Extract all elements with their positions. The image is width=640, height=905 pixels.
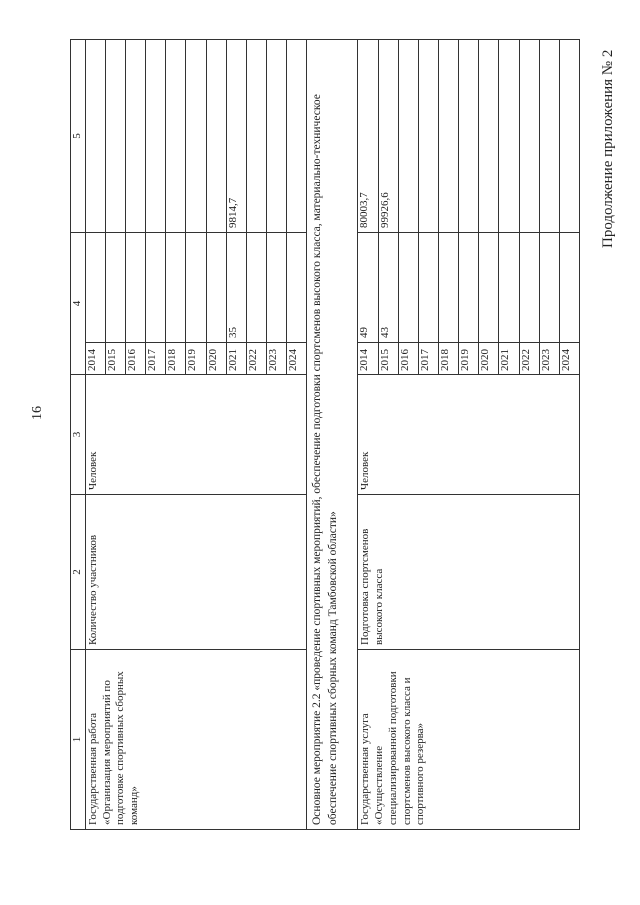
year-cell: 2015 bbox=[105, 343, 125, 375]
value-cell bbox=[459, 233, 479, 343]
year-cell: 2022 bbox=[519, 343, 539, 375]
finance-cell bbox=[246, 40, 266, 233]
year-cell: 2017 bbox=[146, 343, 166, 375]
year-cell: 2018 bbox=[438, 343, 458, 375]
finance-cell bbox=[438, 40, 458, 233]
header-col-4: 4 bbox=[71, 233, 86, 375]
finance-cell bbox=[186, 40, 206, 233]
header-col-3: 3 bbox=[71, 375, 86, 495]
year-cell: 2020 bbox=[479, 343, 499, 375]
section-row bbox=[307, 40, 358, 830]
year-cell: 2016 bbox=[126, 343, 146, 375]
value-cell bbox=[267, 233, 287, 343]
value-cell bbox=[287, 233, 307, 343]
value-cell bbox=[186, 233, 206, 343]
finance-cell bbox=[206, 40, 226, 233]
appendix-title: Продолжение приложения № 2 bbox=[600, 49, 616, 248]
year-cell: 2015 bbox=[378, 343, 398, 375]
section-body bbox=[307, 40, 358, 830]
year-cell: 2018 bbox=[166, 343, 186, 375]
data-table bbox=[70, 39, 580, 830]
year-cell: 2016 bbox=[398, 343, 418, 375]
year-cell: 2020 bbox=[206, 343, 226, 375]
finance-cell bbox=[559, 40, 579, 233]
value-cell bbox=[246, 233, 266, 343]
group2-indicator: Подготовка спортсменов высокого класса bbox=[358, 495, 580, 650]
value-cell bbox=[559, 233, 579, 343]
year-cell: 2019 bbox=[186, 343, 206, 375]
group1-body bbox=[85, 40, 307, 830]
finance-cell bbox=[418, 40, 438, 233]
rotated-table bbox=[70, 40, 580, 830]
group2-unit: Человек bbox=[358, 375, 580, 495]
year-cell: 2021 bbox=[226, 343, 246, 375]
finance-cell bbox=[287, 40, 307, 233]
finance-cell: 9814,7 bbox=[226, 40, 246, 233]
finance-cell bbox=[479, 40, 499, 233]
value-cell bbox=[479, 233, 499, 343]
group1-name: Государственная работа «Организация мероприятий по подготовке спортивных сборных команд» bbox=[85, 650, 307, 830]
year-cell: 2014 bbox=[85, 343, 105, 375]
value-cell: 49 bbox=[358, 233, 378, 343]
year-cell: 2021 bbox=[499, 343, 519, 375]
finance-cell bbox=[519, 40, 539, 233]
value-cell bbox=[206, 233, 226, 343]
year-cell: 2024 bbox=[287, 343, 307, 375]
year-cell: 2017 bbox=[418, 343, 438, 375]
value-cell bbox=[146, 233, 166, 343]
finance-cell: 99926,6 bbox=[378, 40, 398, 233]
group2-body bbox=[358, 40, 580, 830]
group1-indicator: Количество участников bbox=[85, 495, 307, 650]
section-title: Основное мероприятие 2.2 «проведение спортивных мероприятий, обеспечение подготовки спортсменов высокого класса, материально-техническое обеспечение спортивных сборных команд Тамбовской области» bbox=[307, 40, 358, 830]
group2-name: Государственная услуга «Осуществление специализированной подготовки спортсменов высокого класса и спортивного резерва» bbox=[358, 650, 580, 830]
table-row bbox=[85, 40, 105, 830]
table-row bbox=[358, 40, 378, 830]
value-cell bbox=[438, 233, 458, 343]
value-cell bbox=[85, 233, 105, 343]
finance-cell bbox=[459, 40, 479, 233]
value-cell bbox=[105, 233, 125, 343]
finance-cell bbox=[146, 40, 166, 233]
table-container bbox=[70, 40, 580, 830]
group1-unit: Человек bbox=[85, 375, 307, 495]
header-col-2: 2 bbox=[71, 495, 86, 650]
finance-cell bbox=[126, 40, 146, 233]
year-cell: 2023 bbox=[267, 343, 287, 375]
year-cell: 2024 bbox=[559, 343, 579, 375]
finance-cell bbox=[499, 40, 519, 233]
value-cell: 35 bbox=[226, 233, 246, 343]
finance-cell bbox=[166, 40, 186, 233]
header-col-1: 1 bbox=[71, 650, 86, 830]
value-cell bbox=[539, 233, 559, 343]
year-cell: 2019 bbox=[459, 343, 479, 375]
finance-cell bbox=[267, 40, 287, 233]
finance-cell: 80003,7 bbox=[358, 40, 378, 233]
value-cell: 43 bbox=[378, 233, 398, 343]
finance-cell bbox=[539, 40, 559, 233]
page-number: 16 bbox=[30, 406, 45, 420]
header-row bbox=[71, 40, 86, 830]
value-cell bbox=[126, 233, 146, 343]
value-cell bbox=[499, 233, 519, 343]
year-cell: 2022 bbox=[246, 343, 266, 375]
finance-cell bbox=[398, 40, 418, 233]
finance-cell bbox=[105, 40, 125, 233]
value-cell bbox=[166, 233, 186, 343]
year-cell: 2023 bbox=[539, 343, 559, 375]
value-cell bbox=[519, 233, 539, 343]
header-col-5: 5 bbox=[71, 40, 86, 233]
value-cell bbox=[398, 233, 418, 343]
year-cell: 2014 bbox=[358, 343, 378, 375]
value-cell bbox=[418, 233, 438, 343]
finance-cell bbox=[85, 40, 105, 233]
